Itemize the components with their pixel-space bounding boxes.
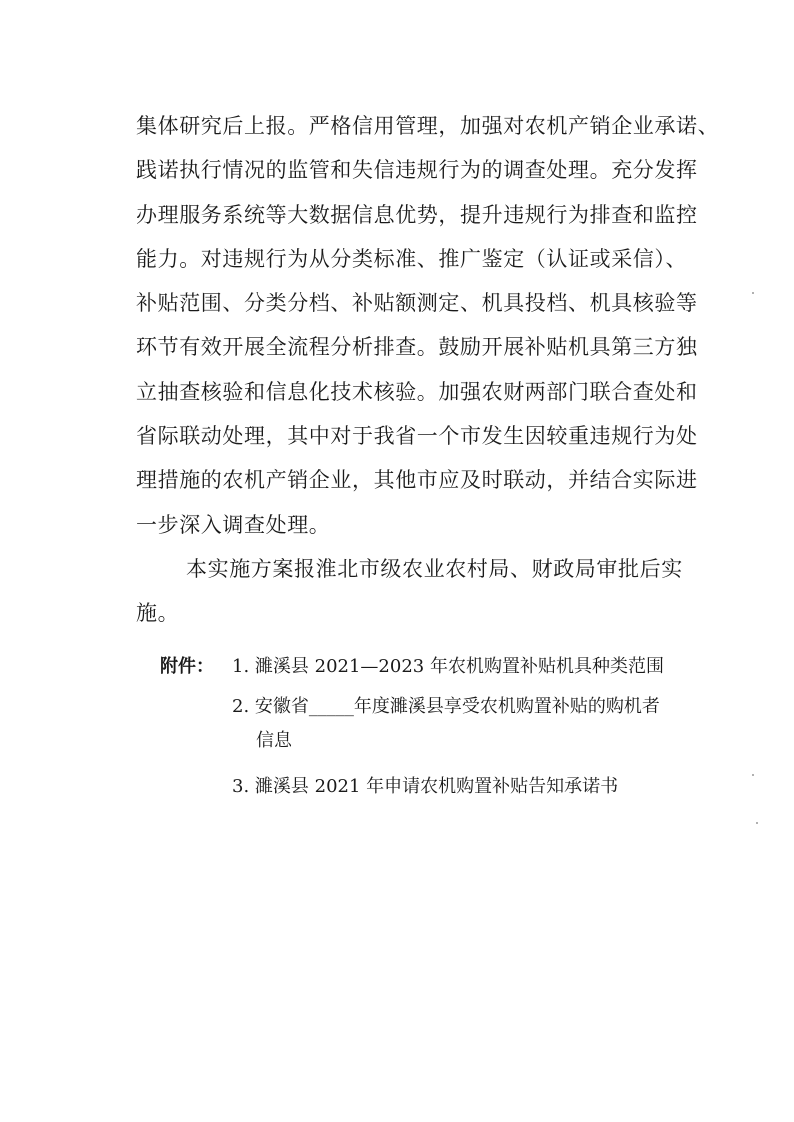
paragraph-line: 省际联动处理，其中对于我省一个市发生因较重违规行为处 [136,424,698,449]
attachment-item: 2. 安徽省_____年度濉溪县享受农机购置补贴的购机者 [232,696,660,717]
paragraph-line: 践诺执行情况的监管和失信违规行为的调查处理。充分发挥 [136,158,698,183]
paragraph-line: 办理服务系统等大数据信息优势，提升违规行为排查和监控 [136,202,698,227]
paragraph-line: 集体研究后上报。严格信用管理，加强对农机产销企业承诺、 [136,114,720,138]
attachment-item: 1. 濉溪县 2021—2023 年农机购置补贴机具种类范围 [232,656,664,677]
paragraph-line: 环节有效开展全流程分析排查。鼓励开展补贴机具第三方独 [136,335,698,360]
scan-speck [752,292,754,294]
attachment-item-continuation: 信息 [256,730,292,751]
attachments-list [160,650,720,804]
body-text [136,104,720,636]
scan-speck [756,822,758,824]
paragraph-line: 立抽查核验和信息化技术核验。加强农财两部门联合查处和 [136,379,698,404]
paragraph-line: 能力。对违规行为从分类标准、推广鉴定（认证或采信）、 [136,246,688,271]
paragraph-line: 本实施方案报淮北市级农业农村局、财政局审批后实 [186,556,683,581]
paragraph-line: 理措施的农机产销企业，其他市应及时联动，并结合实际进 [136,468,698,493]
scan-speck [752,774,754,776]
paragraph-line: 一步深入调查处理。 [136,512,331,537]
attachments-label: 附件： [160,656,214,677]
paragraph-line: 补贴范围、分类分档、补贴额测定、机具投档、机具核验等 [136,291,698,316]
attachment-item: 3. 濉溪县 2021 年申请农机购置补贴告知承诺书 [232,776,619,797]
paragraph-line: 施。 [136,601,180,626]
